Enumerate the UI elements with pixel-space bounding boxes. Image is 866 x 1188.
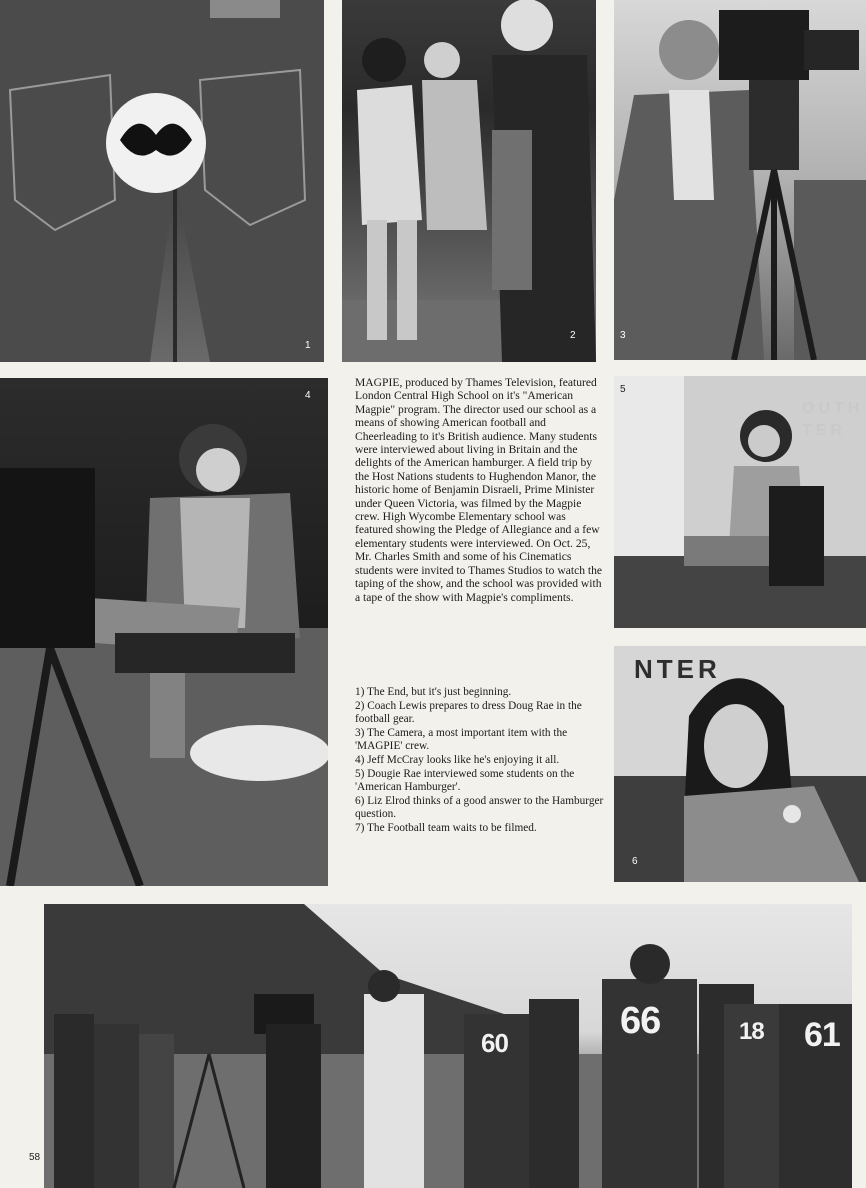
photo-coach-players — [342, 0, 596, 362]
photo-captions — [355, 686, 605, 836]
photo-football-team — [44, 904, 852, 1188]
page-number: 58 — [29, 1152, 41, 1163]
caption-item: 6) Liz Elrod thinks of a good answer to the Hamburger question. — [355, 794, 604, 821]
caption-item: 3) The Camera, a most important item with the 'MAGPIE' crew. — [355, 726, 568, 753]
photo-interview-set — [614, 376, 866, 628]
players-illustration — [342, 0, 596, 362]
seated-student-illustration — [0, 378, 328, 886]
studio-sign: OUTH TER — [802, 400, 864, 439]
jeans-illustration — [0, 0, 324, 362]
caption-item: 4) Jeff McCray looks like he's enjoying it all. — [355, 753, 560, 766]
photo-number: 1 — [305, 340, 311, 351]
caption-item: 1) The End, but it's just beginning. — [355, 686, 512, 698]
jersey-number: 60 — [481, 1028, 508, 1058]
team-illustration — [44, 904, 852, 1188]
caption-item: 7) The Football team waits to be filmed. — [355, 821, 537, 834]
caption-item: 5) Dougie Rae interviewed some students on the 'American Hamburger'. — [355, 767, 575, 794]
photo-number: 3 — [620, 330, 626, 341]
photo-number: 4 — [305, 390, 311, 401]
photo-seated-student — [0, 378, 328, 886]
jersey-number: 18 — [739, 1018, 764, 1045]
photo-camera-operator — [614, 0, 866, 360]
studio-sign: NTER — [634, 654, 721, 684]
article-body: MAGPIE, produced by Thames Television, featured London Central High School on it's "American Magpie" program. The director used our school as a means of showing American football and Cheerleading to it's British audience. Many students were interviewed about living in Britain and the delights of the American hamburger. A field trip by the Host Nations students to Hughendon Manor, the historic home of Benjamin Disraeli, Prime Minister under Queen Victoria, was filmed by the Magpie crew. High Wycombe Elementary school was featured showing the Pledge of Allegiance and a few elementary students were interviewed. On Oct. 25, Mr. Charles Smith and some of his Cinematics students were invited to Thames Studios to watch the taping of the show, and the school was provided with a tape of the show with Magpie's compliments. — [355, 376, 603, 604]
camera-illustration — [614, 0, 866, 360]
photo-number: 5 — [620, 384, 626, 395]
photo-number: 6 — [632, 856, 638, 867]
jersey-number: 61 — [804, 1016, 840, 1054]
photo-number: 2 — [570, 330, 576, 341]
photo-jeans-patch — [0, 0, 324, 362]
caption-item: 2) Coach Lewis prepares to dress Doug Rae in the football gear. — [355, 699, 582, 726]
photo-student-portrait — [614, 646, 866, 882]
jersey-number: 66 — [620, 1000, 661, 1042]
